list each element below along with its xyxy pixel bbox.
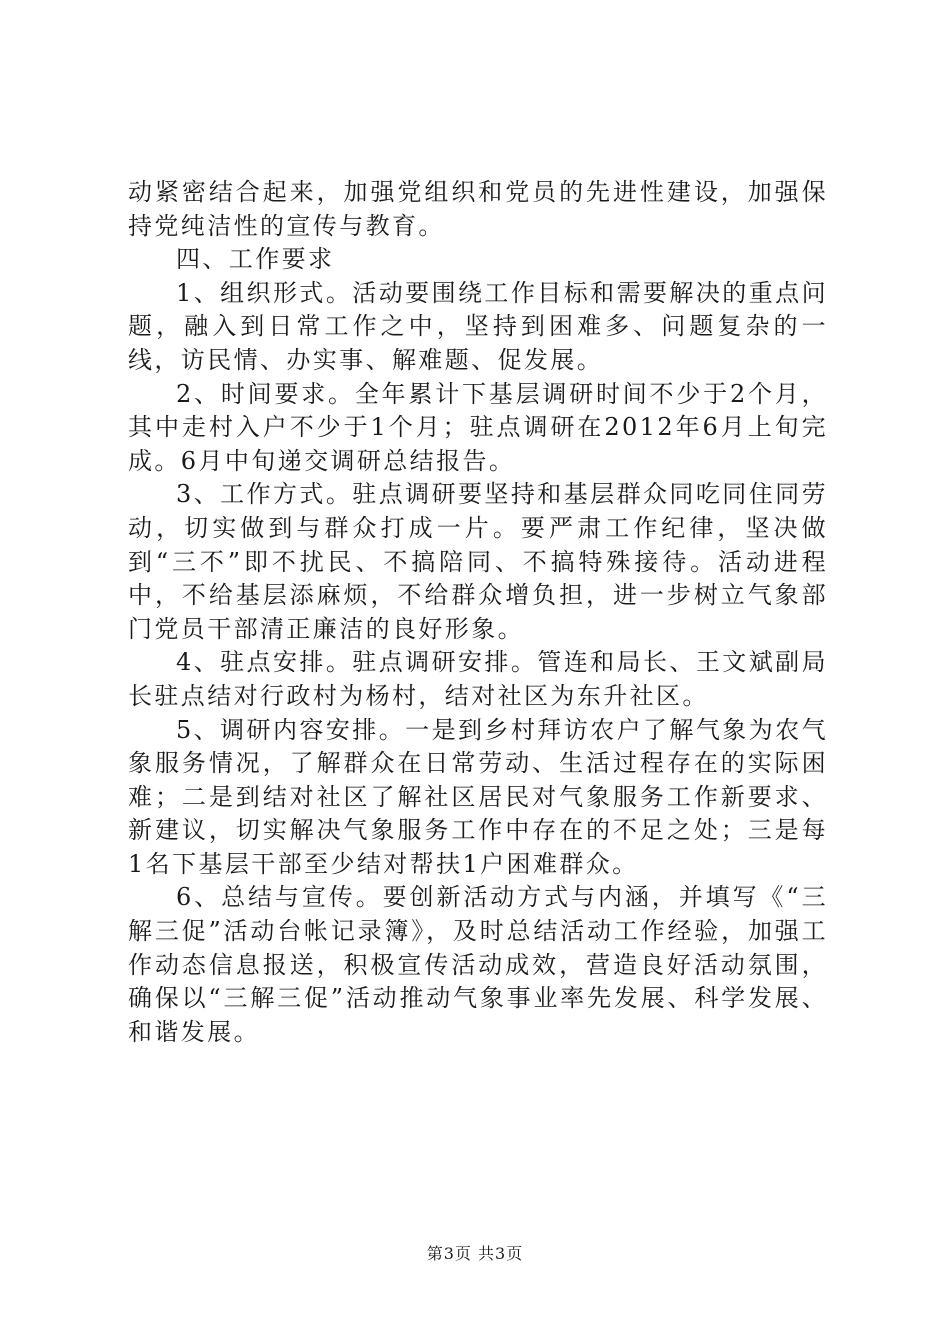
paragraph-research-content: 5、调研内容安排。一是到乡村拜访农户了解气象为农气象服务情况，了解群众在日常劳动、生活过程存在的实际困难；二是到结对社区了解社区居民对气象服务工作新要求、新建议，切实解决气象服务工作中存在的不足之处；三是每1名下基层干部至少结对帮扶1户困难群众。: [128, 715, 828, 878]
section-heading-work-requirements: 四、工作要求: [176, 245, 335, 274]
paragraph-time-requirements: 2、时间要求。全年累计下基层调研时间不少于2个月，其中走村入户不少于1个月；驻点调研在2012年6月上旬完成。6月中旬递交调研总结报告。: [128, 379, 828, 475]
paragraph-summary-publicity: 6、总结与宣传。要创新活动方式与内涵，并填写《“三解三促”活动台帐记录簿》，及时总结活动工作经验，加强工作动态信息报送，积极宣传活动成效，营造良好活动氛围，确保以“三解三促”活动推动气象事业率先发展、科学发展、和谐发展。: [128, 883, 828, 1046]
paragraph-organization-form: 1、组织形式。活动要围绕工作目标和需要解决的重点问题，融入到日常工作之中，坚持到困难多、问题复杂的一线，访民情、办实事、解难题、促发展。: [128, 278, 828, 374]
paragraph-station-arrangement: 4、驻点安排。驻点调研安排。管连和局长、王文斌副局长驻点结对行政村为杨村，结对社区为东升社区。: [128, 648, 828, 710]
page-footer: 第3页 共3页: [426, 1244, 524, 1263]
paragraph-work-method: 3、工作方式。驻点调研要坚持和基层群众同吃同住同劳动，切实做到与群众打成一片。要严肃工作纪律，坚决做到“三不”即不扰民、不搞陪同、不搞特殊接待。活动进程中，不给基层添麻烦，不给群众增负担，进一步树立气象部门党员干部清正廉洁的良好形象。: [128, 480, 828, 643]
paragraph-continuation: 动紧密结合起来，加强党组织和党员的先进性建设，加强保持党纯洁性的宣传与教育。: [128, 178, 828, 240]
document-body: [128, 176, 828, 1049]
